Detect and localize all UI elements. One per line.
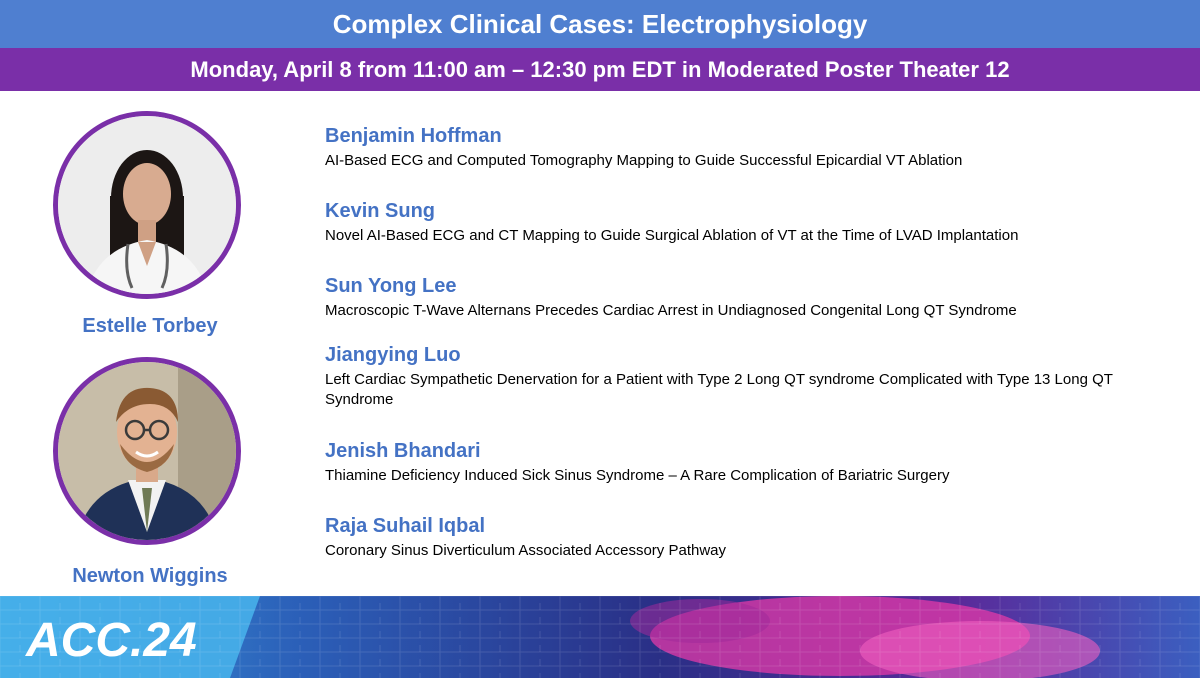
woman-portrait-image [58, 116, 236, 294]
footer-banner [0, 596, 1200, 678]
presenter-name: Raja Suhail Iqbal [325, 515, 486, 537]
presenter-name: Benjamin Hoffman [325, 125, 502, 147]
event-schedule: Monday, April 8 from 11:00 am – 12:30 pm EDT in Moderated Poster Theater 12 [190, 56, 1010, 82]
presentation-item [325, 273, 1175, 321]
presentation-item [325, 123, 1175, 171]
moderator-name: Newton Wiggins [72, 565, 228, 587]
acc24-logo: ACC.24 [26, 614, 197, 667]
presentation-title: Macroscopic T-Wave Alternans Precedes Cardiac Arrest in Undiagnosed Congenital Long QT Syndrome [325, 302, 1017, 319]
presentation-item [325, 438, 1175, 486]
moderator-photo [53, 111, 241, 299]
event-title-bar [0, 0, 1200, 48]
man-portrait-image [58, 362, 236, 540]
moderator-photo [53, 357, 241, 545]
presenter-name: Jiangying Luo [325, 344, 461, 366]
presentation-item [325, 513, 1175, 561]
presenter-name: Kevin Sung [325, 200, 436, 222]
event-title: Complex Clinical Cases: Electrophysiology [332, 8, 868, 39]
presenter-name: Jenish Bhandari [325, 440, 481, 462]
presentation-title: Left Cardiac Sympathetic Denervation for a Patient with Type 2 Long QT syndrome Complicated with Type 13 Long QT Syndrome [325, 371, 1113, 408]
moderator-name: Estelle Torbey [82, 315, 218, 337]
acc24-brand-banner [0, 596, 1200, 678]
presentation-title: Coronary Sinus Diverticulum Associated Accessory Pathway [325, 542, 727, 559]
presentation-title: Thiamine Deficiency Induced Sick Sinus Syndrome – A Rare Complication of Bariatric Surgery [325, 467, 950, 484]
presentation-title: AI-Based ECG and Computed Tomography Mapping to Guide Successful Epicardial VT Ablation [325, 152, 963, 169]
presenter-name: Sun Yong Lee [325, 275, 457, 297]
presentation-item [325, 198, 1175, 246]
event-schedule-bar [0, 48, 1200, 91]
presentation-item [325, 342, 1175, 410]
presentation-title: Novel AI-Based ECG and CT Mapping to Guide Surgical Ablation of VT at the Time of LVAD Implantation [325, 227, 1019, 244]
